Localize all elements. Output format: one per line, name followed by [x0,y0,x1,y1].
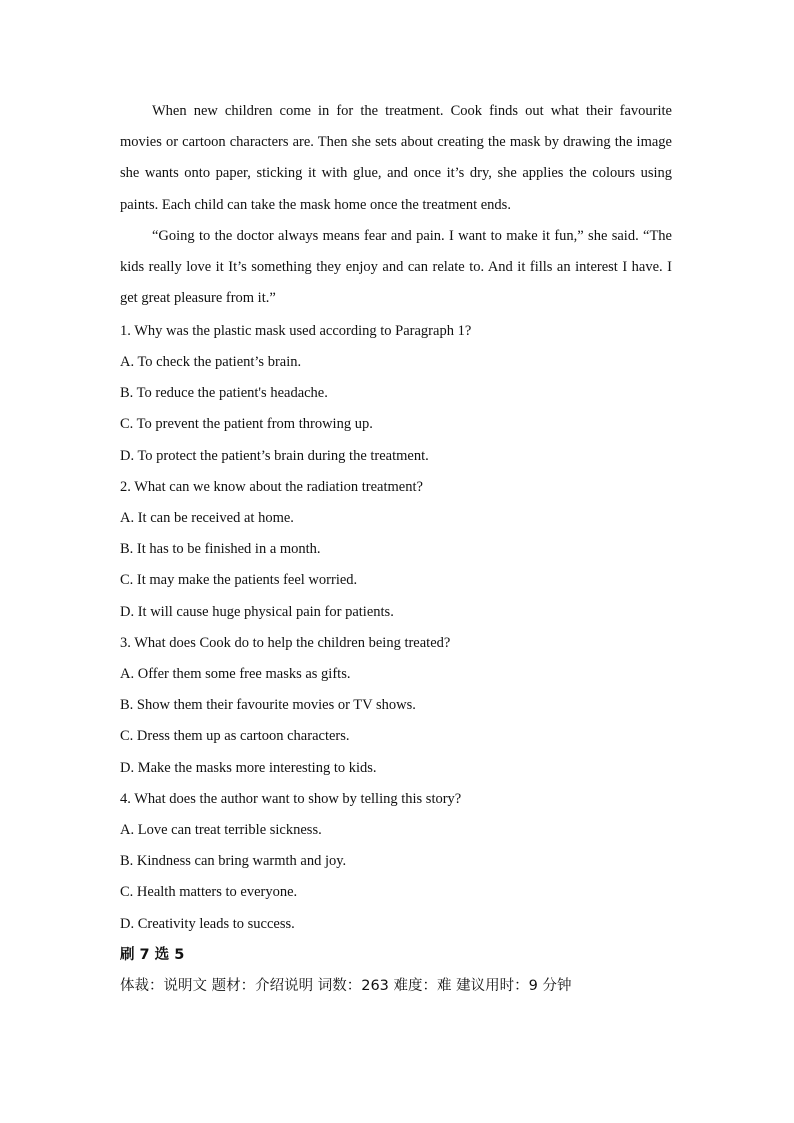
question-3-option-a: A. Offer them some free masks as gifts. [120,666,351,682]
section-meta: 体裁：说明文 题材：介绍说明 词数：263 难度：难 建议用时：9 分钟 [120,978,572,994]
question-2-option-a: A. It can be received at home. [120,510,294,526]
section-heading: 刷 7 选 5 [120,947,185,963]
passage-paragraph-2: “Going to the doctor always means fear and pain. I want to make it fun,” she said. “The kids really love it It’s something they enjoy and can relate to. And it fills an interest I have. I get great pleasure from it.” [120,228,672,307]
question-3-stem: 3. What does Cook do to help the children being treated? [120,635,451,651]
question-4-option-d: D. Creativity leads to success. [120,916,295,932]
question-2-stem: 2. What can we know about the radiation treatment? [120,479,423,495]
question-1-option-c: C. To prevent the patient from throwing up. [120,416,373,432]
question-1-option-a: A. To check the patient’s brain. [120,354,302,370]
question-3-option-d: D. Make the masks more interesting to kids. [120,760,377,776]
question-1-option-d: D. To protect the patient’s brain during the treatment. [120,448,429,464]
question-1-option-b: B. To reduce the patient's headache. [120,385,328,401]
question-2-option-d: D. It will cause huge physical pain for patients. [120,604,394,620]
question-1-stem: 1. Why was the plastic mask used according to Paragraph 1? [120,323,472,339]
question-3-option-b: B. Show them their favourite movies or TV shows. [120,697,416,713]
question-4-stem: 4. What does the author want to show by telling this story? [120,791,462,807]
question-4-option-b: B. Kindness can bring warmth and joy. [120,853,347,869]
question-3-option-c: C. Dress them up as cartoon characters. [120,728,350,744]
passage-paragraph-1: When new children come in for the treatment. Cook finds out what their favourite movies or cartoon characters are. Then she sets about creating the mask by drawing the image she wants onto paper, sticking it with glue, and once it’s dry, she applies the colours using paints. Each child can take the mask home once the treatment ends. [120,103,672,213]
question-2-option-c: C. It may make the patients feel worried. [120,572,358,588]
question-4-option-c: C. Health matters to everyone. [120,884,298,900]
question-2-option-b: B. It has to be finished in a month. [120,541,321,557]
question-4-option-a: A. Love can treat terrible sickness. [120,822,322,838]
